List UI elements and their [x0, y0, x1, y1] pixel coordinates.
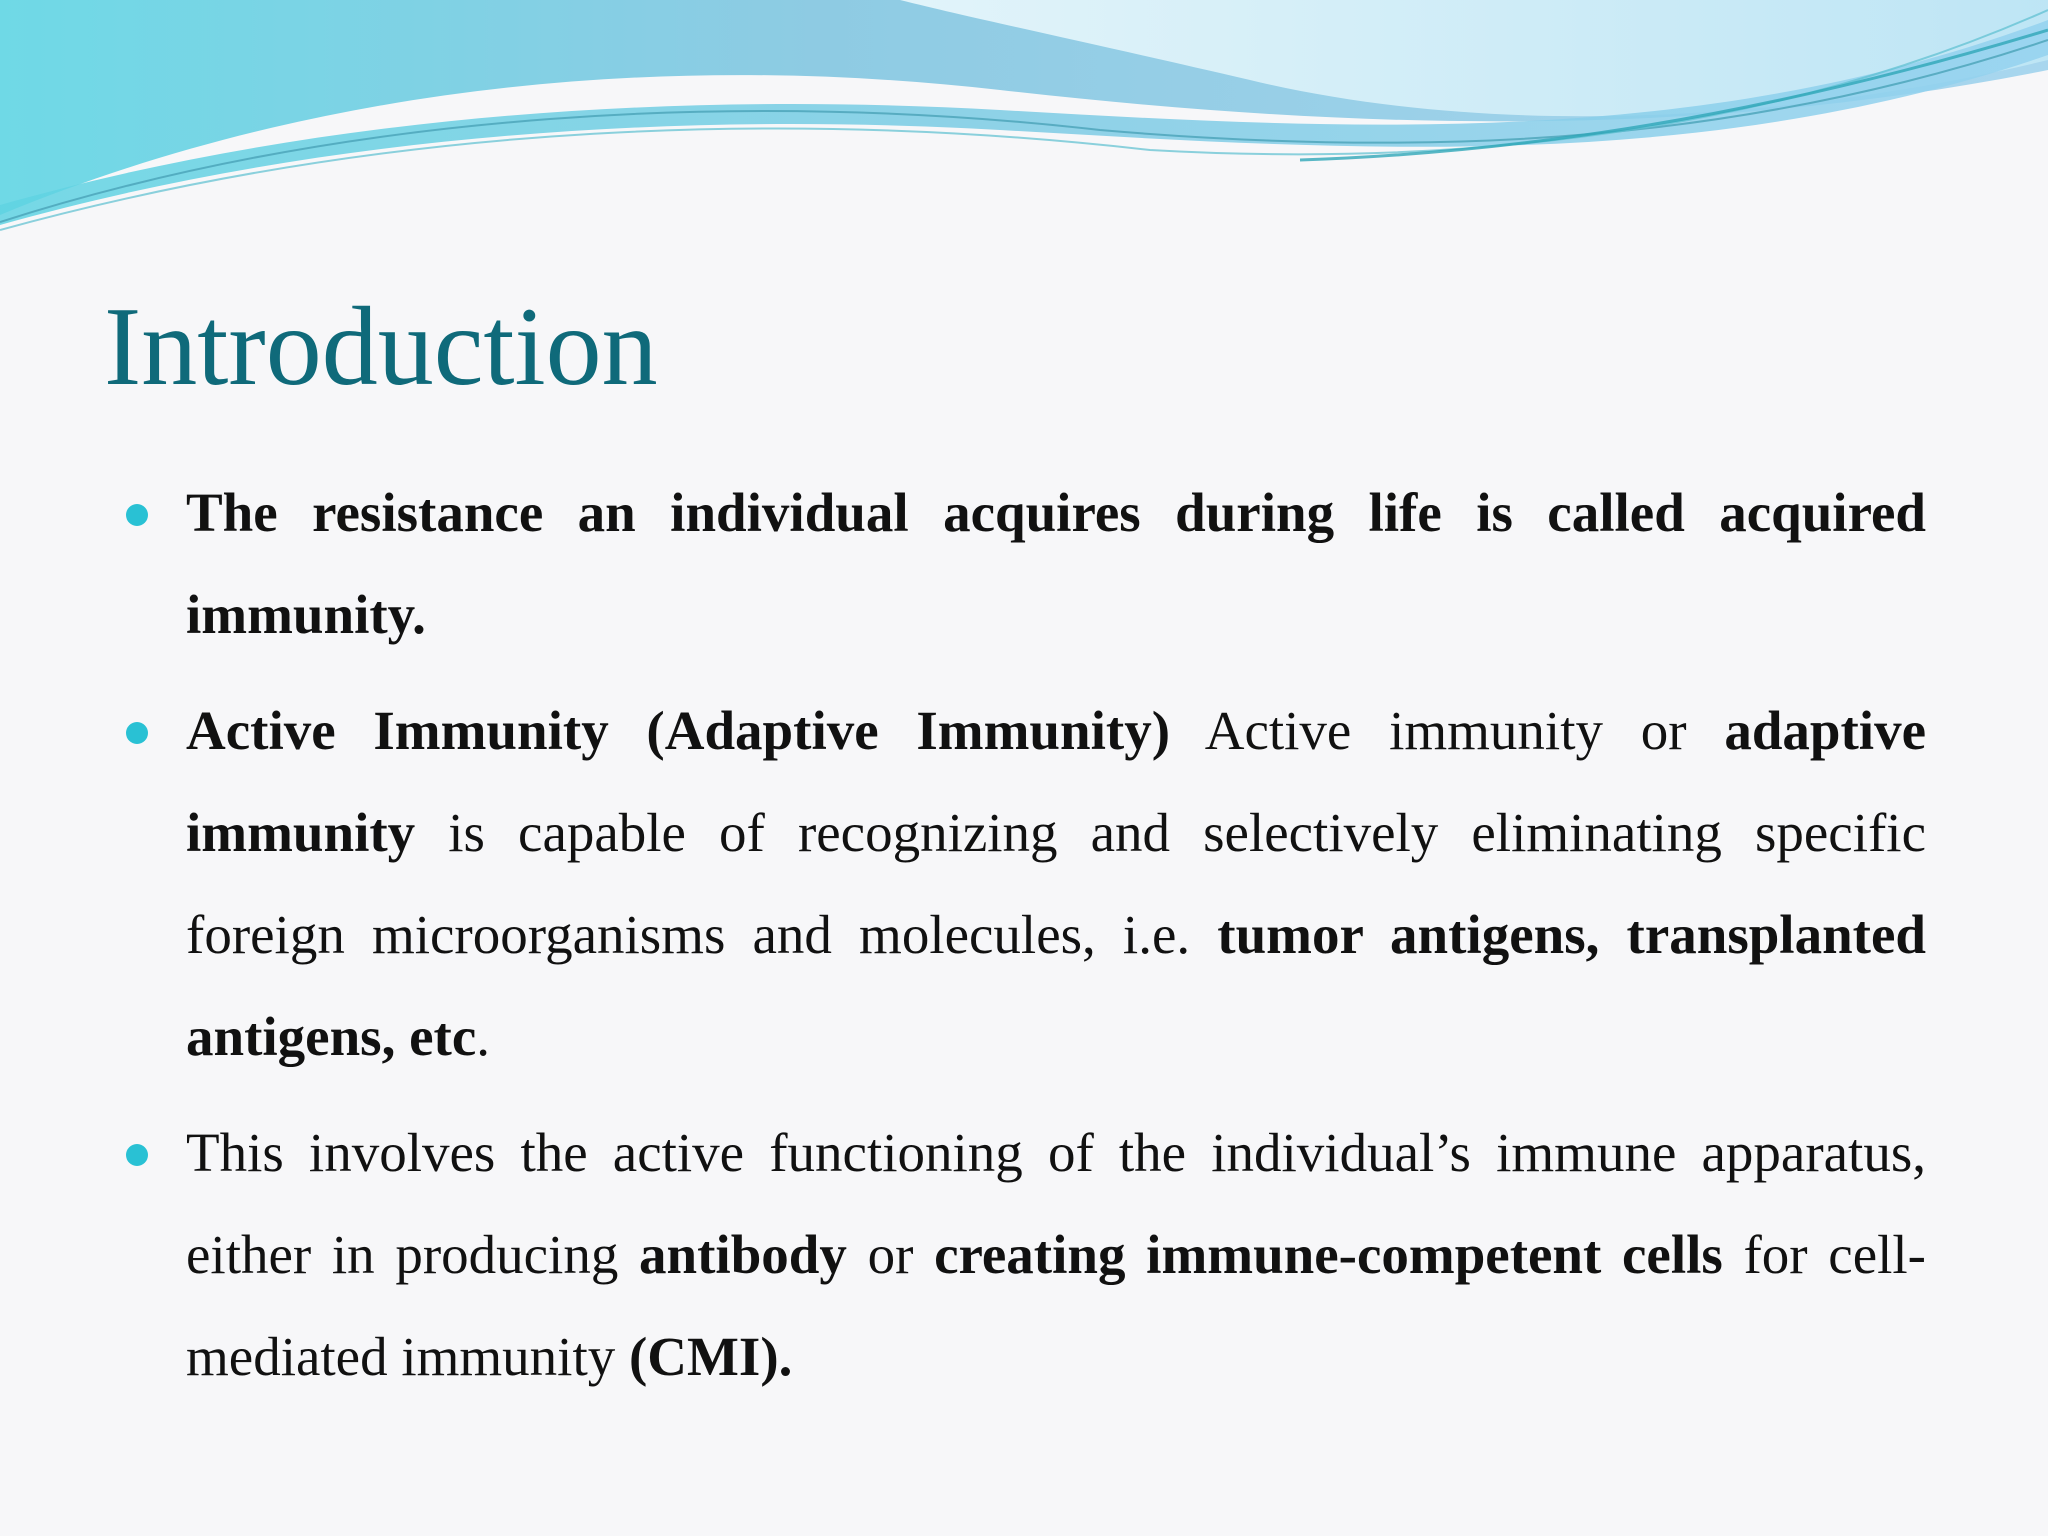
bullet-text-part: Active immunity or — [1170, 700, 1725, 761]
bullet-text-part: antibody — [639, 1224, 847, 1285]
bullet-text — [186, 1122, 1926, 1387]
header-wave-decoration — [0, 0, 2048, 240]
bullet-item — [126, 462, 1926, 666]
bullet-text-part: or — [846, 1224, 935, 1285]
bullet-text — [186, 700, 1926, 1067]
bullet-text-part: The resistance an individual acquires during life is called acquired immunity. — [186, 482, 1926, 645]
bullet-text-part: tumor antigens, transplanted antigens, etc — [186, 904, 1926, 1067]
bullet-dot-icon — [126, 504, 148, 526]
bullet-text-part: (CMI). — [628, 1326, 793, 1387]
bullet-text-part: for cell-mediated immunity — [186, 1224, 1926, 1387]
bullet-dot-icon — [126, 722, 148, 744]
bullet-text-part: Active Immunity (Adaptive Immunity) — [186, 700, 1171, 761]
bullet-dot-icon — [126, 1144, 148, 1166]
bullet-text-part: is capable of recognizing and selectively eliminating specific foreign microorganisms and molecules, i.e. — [186, 802, 1926, 965]
bullet-text — [186, 482, 1926, 645]
bullet-text-part: adaptive immunity — [186, 700, 1926, 863]
bullet-list — [126, 462, 1926, 1422]
bullet-text-part: creating immune-competent cells — [934, 1224, 1723, 1285]
slide-title: Introduction — [104, 285, 658, 409]
bullet-text-part: This involves the active functioning of the individual’s immune apparatus, either in producing — [186, 1122, 1926, 1285]
bullet-item — [126, 1102, 1926, 1408]
bullet-text-part: . — [476, 1006, 490, 1067]
bullet-item — [126, 680, 1926, 1088]
